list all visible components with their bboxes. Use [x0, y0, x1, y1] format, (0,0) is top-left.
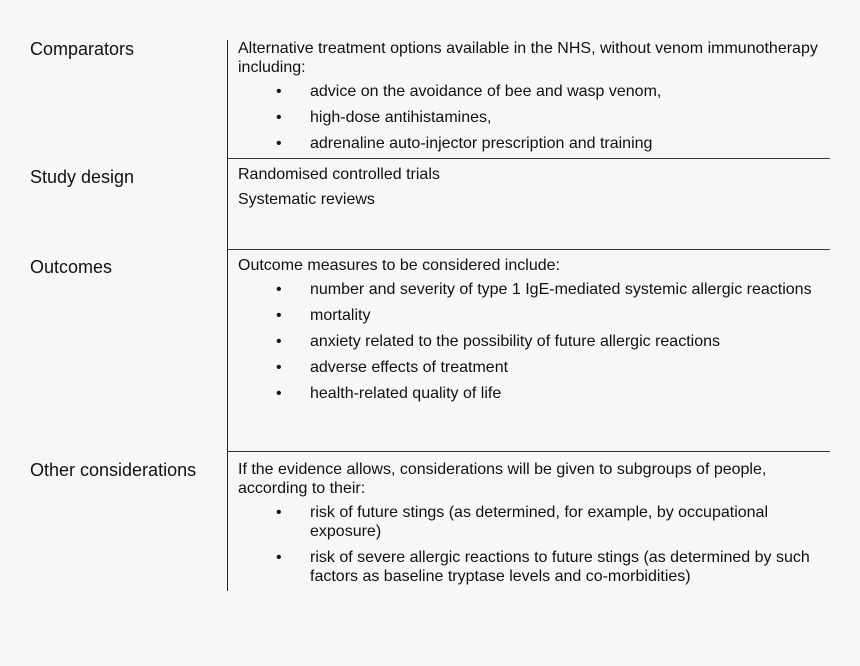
row-content-study-design	[238, 165, 838, 209]
study-design-line: Systematic reviews	[238, 191, 375, 208]
list-item-text: mortality	[310, 307, 371, 324]
bullet-icon: •	[276, 385, 282, 402]
list-item-text: number and severity of type 1 IgE-mediated systemic allergic reactions	[310, 281, 812, 298]
bullet-icon: •	[276, 333, 282, 350]
row-content-comparators	[238, 39, 838, 160]
row-divider	[228, 451, 830, 452]
list-item	[238, 306, 830, 325]
list-item	[238, 548, 830, 586]
bullet-icon: •	[276, 109, 282, 126]
list-item-text: anxiety related to the possibility of future allergic reactions	[310, 333, 720, 350]
list-item-text: adrenaline auto-injector prescription and training	[310, 135, 653, 152]
comparators-list	[238, 82, 838, 153]
list-item	[238, 134, 830, 153]
row-label-other-considerations: Other considerations	[30, 460, 197, 480]
bullet-icon: •	[276, 504, 282, 521]
column-divider	[227, 40, 228, 591]
outcomes-list	[238, 280, 838, 403]
list-item	[238, 503, 830, 541]
list-item-text: adverse effects of treatment	[310, 359, 509, 376]
list-item-text: advice on the avoidance of bee and wasp venom,	[310, 83, 662, 100]
row-label-outcomes: Outcomes	[30, 257, 113, 277]
list-item	[238, 280, 830, 299]
list-item-text: high-dose antihistamines,	[310, 109, 492, 126]
row-label-comparators: Comparators	[30, 39, 135, 59]
outcomes-intro: Outcome measures to be considered include:	[238, 257, 560, 274]
row-content-other-considerations	[238, 460, 838, 593]
list-item	[238, 384, 830, 403]
bullet-icon: •	[276, 135, 282, 152]
row-divider	[228, 249, 830, 250]
bullet-icon: •	[276, 281, 282, 298]
list-item	[238, 332, 830, 351]
row-content-outcomes	[238, 256, 838, 410]
list-item	[238, 358, 830, 377]
other-considerations-intro: If the evidence allows, considerations will be given to subgroups of people, according to their:	[238, 461, 767, 497]
row-label-study-design: Study design	[30, 167, 135, 187]
bullet-icon: •	[276, 307, 282, 324]
list-item-text: risk of severe allergic reactions to future stings (as determined by such factors as baseline tryptase levels and co-morbidities)	[310, 549, 810, 585]
list-item-text: risk of future stings (as determined, for example, by occupational exposure)	[310, 504, 768, 540]
list-item-text: health-related quality of life	[310, 385, 502, 402]
list-item	[238, 108, 830, 127]
study-design-line: Randomised controlled trials	[238, 166, 440, 183]
bullet-icon: •	[276, 549, 282, 566]
comparators-intro: Alternative treatment options available in the NHS, without venom immunotherapy including:	[238, 40, 818, 76]
list-item	[238, 82, 830, 101]
other-considerations-list	[238, 503, 838, 586]
bullet-icon: •	[276, 83, 282, 100]
bullet-icon: •	[276, 359, 282, 376]
